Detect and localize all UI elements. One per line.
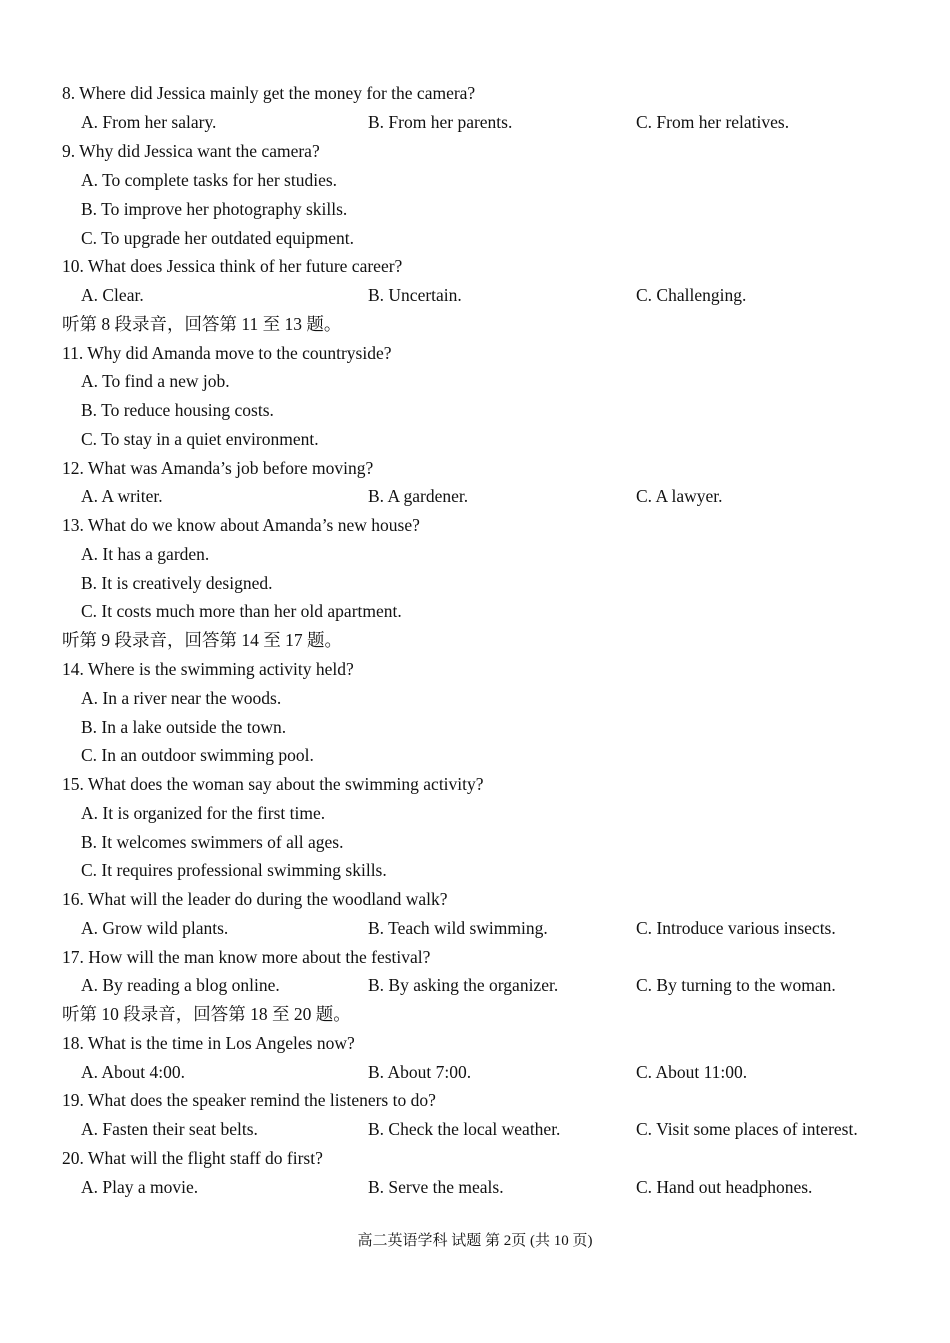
question-13 xyxy=(0,513,950,537)
question-17-text: 17. How will the man know more about the festival? xyxy=(62,947,431,967)
question-19-options xyxy=(0,1117,950,1141)
question-17-options xyxy=(0,973,950,997)
section-8-text: 听第 8 段录音，回答第 11 至 13 题。 xyxy=(62,314,342,334)
option-a: A. Fasten their seat belts. xyxy=(81,1119,258,1139)
question-11 xyxy=(0,341,950,365)
option-b: B. Serve the meals. xyxy=(368,1177,504,1197)
option-b: B. It welcomes swimmers of all ages. xyxy=(81,832,344,852)
question-15 xyxy=(0,772,950,796)
question-14-option-c xyxy=(0,743,950,767)
option-c: C. It requires professional swimming skills. xyxy=(81,860,387,880)
option-c: C. By turning to the woman. xyxy=(636,975,836,995)
option-a: A. Clear. xyxy=(81,285,144,305)
question-9-text: 9. Why did Jessica want the camera? xyxy=(62,141,320,161)
question-10-options xyxy=(0,283,950,307)
question-14-text: 14. Where is the swimming activity held? xyxy=(62,659,354,679)
option-b: B. Teach wild swimming. xyxy=(368,918,548,938)
option-b: B. From her parents. xyxy=(368,112,513,132)
option-b: B. To reduce housing costs. xyxy=(81,400,274,420)
option-a: A. In a river near the woods. xyxy=(81,688,282,708)
question-18-options xyxy=(0,1060,950,1084)
question-19 xyxy=(0,1088,950,1112)
question-20-options xyxy=(0,1175,950,1199)
question-20 xyxy=(0,1146,950,1170)
question-8-text: 8. Where did Jessica mainly get the money for the camera? xyxy=(62,83,476,103)
section-10-text: 听第 10 段录音，回答第 18 至 20 题。 xyxy=(62,1004,351,1024)
option-a: A. About 4:00. xyxy=(81,1062,186,1082)
section-8-instruction xyxy=(0,312,950,336)
option-c: C. Hand out headphones. xyxy=(636,1177,813,1197)
option-c: C. Visit some places of interest. xyxy=(636,1119,858,1139)
question-12-options xyxy=(0,484,950,508)
question-16-options xyxy=(0,916,950,940)
question-9 xyxy=(0,139,950,163)
question-15-text: 15. What does the woman say about the swimming activity? xyxy=(62,774,484,794)
option-b: B. Uncertain. xyxy=(368,285,462,305)
question-11-option-c xyxy=(0,427,950,451)
question-9-option-b xyxy=(0,197,950,221)
question-13-text: 13. What do we know about Amanda’s new house? xyxy=(62,515,420,535)
option-a: A. From her salary. xyxy=(81,112,217,132)
option-a: A. By reading a blog online. xyxy=(81,975,280,995)
option-b: B. By asking the organizer. xyxy=(368,975,559,995)
option-c: C. From her relatives. xyxy=(636,112,790,132)
option-b: B. A gardener. xyxy=(368,486,469,506)
option-a: A. To complete tasks for her studies. xyxy=(81,170,338,190)
question-12 xyxy=(0,456,950,480)
question-14 xyxy=(0,657,950,681)
option-b: B. In a lake outside the town. xyxy=(81,717,287,737)
question-14-option-a xyxy=(0,686,950,710)
question-13-option-a xyxy=(0,542,950,566)
page-footer: 高二英语学科 试题 第 2页 (共 10 页) xyxy=(357,1233,593,1249)
question-10-text: 10. What does Jessica think of her future career? xyxy=(62,256,403,276)
question-11-text: 11. Why did Amanda move to the countryside? xyxy=(62,343,392,363)
option-b: B. Check the local weather. xyxy=(368,1119,561,1139)
option-c: C. About 11:00. xyxy=(636,1062,748,1082)
section-9-instruction xyxy=(0,628,950,652)
option-b: B. It is creatively designed. xyxy=(81,573,273,593)
section-10-instruction xyxy=(0,1002,950,1026)
question-15-option-b xyxy=(0,830,950,854)
question-15-option-c xyxy=(0,858,950,882)
question-12-text: 12. What was Amanda’s job before moving? xyxy=(62,458,374,478)
option-c: C. Introduce various insects. xyxy=(636,918,836,938)
option-a: A. Play a movie. xyxy=(81,1177,199,1197)
question-14-option-b xyxy=(0,715,950,739)
option-c: C. In an outdoor swimming pool. xyxy=(81,745,314,765)
question-8 xyxy=(0,81,950,105)
question-15-option-a xyxy=(0,801,950,825)
question-11-option-b xyxy=(0,398,950,422)
option-a: A. It is organized for the first time. xyxy=(81,803,326,823)
option-c: C. Challenging. xyxy=(636,285,747,305)
question-11-option-a xyxy=(0,369,950,393)
option-c: C. It costs much more than her old apartment. xyxy=(81,601,402,621)
question-18-text: 18. What is the time in Los Angeles now? xyxy=(62,1033,355,1053)
option-a: A. A writer. xyxy=(81,486,163,506)
question-9-option-c xyxy=(0,226,950,250)
question-18 xyxy=(0,1031,950,1055)
question-9-option-a xyxy=(0,168,950,192)
question-20-text: 20. What will the flight staff do first? xyxy=(62,1148,323,1168)
question-8-options xyxy=(0,110,950,134)
question-13-option-c xyxy=(0,599,950,623)
question-16 xyxy=(0,887,950,911)
option-a: A. To find a new job. xyxy=(81,371,230,391)
question-13-option-b xyxy=(0,571,950,595)
question-17 xyxy=(0,945,950,969)
question-16-text: 16. What will the leader do during the woodland walk? xyxy=(62,889,448,909)
option-c: C. A lawyer. xyxy=(636,486,723,506)
option-a: A. Grow wild plants. xyxy=(81,918,229,938)
option-a: A. It has a garden. xyxy=(81,544,210,564)
option-b: B. About 7:00. xyxy=(368,1062,472,1082)
option-b: B. To improve her photography skills. xyxy=(81,199,348,219)
question-10 xyxy=(0,254,950,278)
section-9-text: 听第 9 段录音，回答第 14 至 17 题。 xyxy=(62,630,342,650)
option-c: C. To upgrade her outdated equipment. xyxy=(81,228,355,248)
option-c: C. To stay in a quiet environment. xyxy=(81,429,319,449)
question-19-text: 19. What does the speaker remind the listeners to do? xyxy=(62,1090,436,1110)
